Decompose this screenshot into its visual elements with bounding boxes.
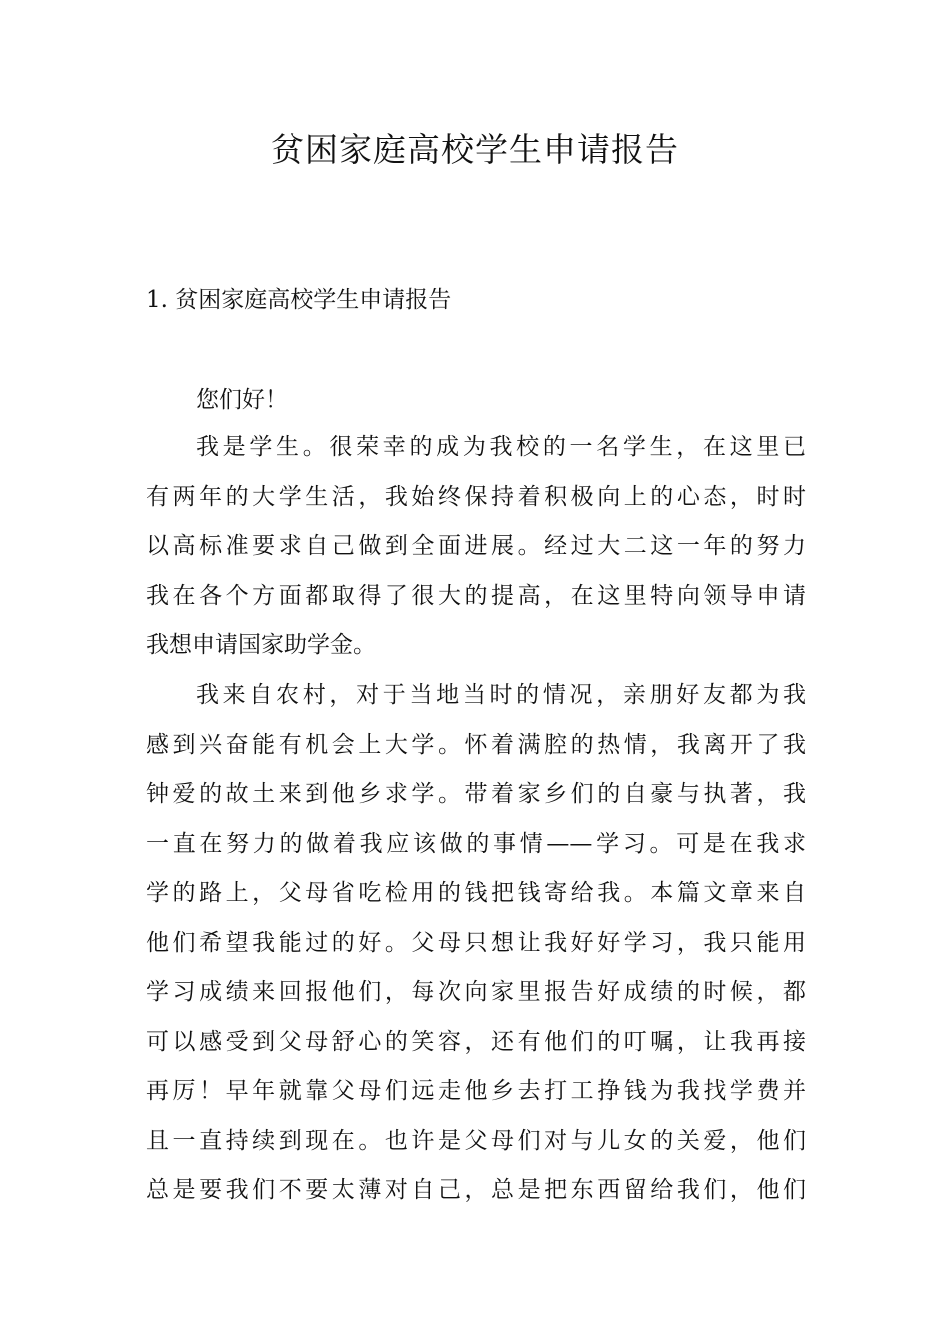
paragraph-line: 学习成绩来回报他们，每次向家里报告好成绩的时候，都	[146, 979, 806, 1005]
paragraph-line: 总是要我们不要太薄对自己，总是把东西留给我们，他们	[146, 1177, 806, 1203]
paragraph-line: 有两年的大学生活，我始终保持着积极向上的心态，时时	[146, 483, 806, 510]
paragraph-line: 钟爱的故土来到他乡求学。带着家乡们的自豪与执著，我	[146, 781, 806, 807]
paragraph-line: 一直在努力的做着我应该做的事情——学习。可是在我求	[146, 830, 806, 857]
paragraph-line: 且一直持续到现在。也许是父母们对与儿女的关爱，他们	[146, 1127, 806, 1154]
paragraph-line: 我在各个方面都取得了很大的提高，在这里特向领导申请	[146, 582, 806, 609]
paragraph-line: 我来自农村，对于当地当时的情况，亲朋好友都为我	[196, 682, 806, 708]
paragraph-line: 我想申请国家助学金。	[146, 632, 376, 658]
paragraph-line: 再厉！早年就靠父母们远走他乡去打工挣钱为我找学费并	[146, 1078, 806, 1104]
greeting: 您们好！	[196, 387, 288, 413]
document-title: 贫困家庭高校学生申请报告	[271, 130, 679, 169]
paragraph-line: 可以感受到父母舒心的笑容，还有他们的叮嘱，让我再接	[146, 1028, 806, 1055]
paragraph-2	[146, 671, 806, 1216]
paragraph-1	[146, 423, 806, 671]
paragraph-line: 以高标准要求自己做到全面进展。经过大二这一年的努力	[146, 533, 806, 559]
section-heading: 1. 贫困家庭高校学生申请报告	[146, 287, 452, 313]
paragraph-line: 学的路上，父母省吃检用的钱把钱寄给我。本篇文章来自	[146, 880, 806, 906]
paragraph-line: 他们希望我能过的好。父母只想让我好好学习，我只能用	[146, 929, 806, 956]
paragraph-line: 感到兴奋能有机会上大学。怀着满腔的热情，我离开了我	[146, 731, 806, 758]
paragraph-line: 我是学生。很荣幸的成为我校的一名学生，在这里已	[196, 434, 806, 460]
